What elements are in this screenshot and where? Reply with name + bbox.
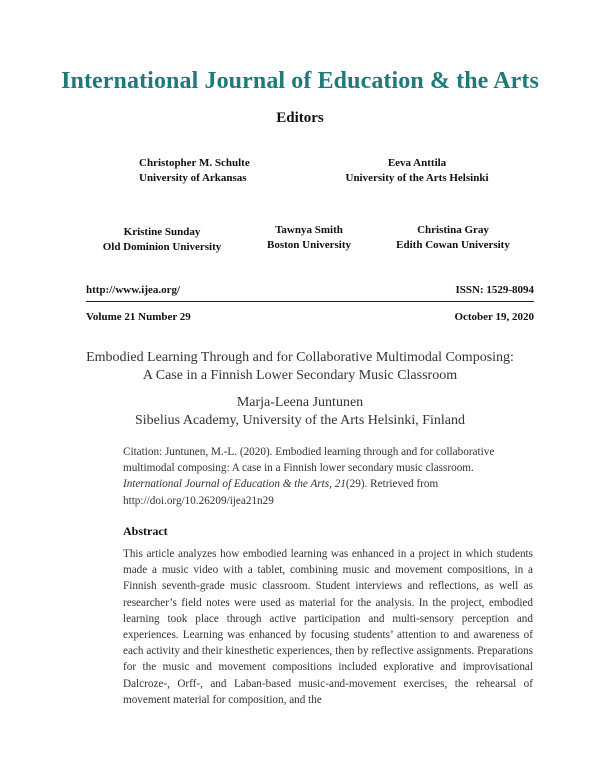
editor-affiliation: Edith Cowan University — [396, 239, 510, 251]
author-name: Marja-Leena Juntunen — [236, 395, 364, 410]
publication-date: October 19, 2020 — [454, 311, 534, 323]
author-affiliation: Sibelius Academy, University of the Arts Helsinki, Finland — [134, 413, 465, 428]
editor-name: Christopher M. Schulte — [139, 157, 250, 169]
editor-smith — [258, 223, 360, 253]
citation-issue: (29) — [345, 478, 365, 491]
divider — [86, 301, 534, 302]
article-title-line2: A Case in a Finnish Lower Secondary Music Classroom — [142, 368, 458, 383]
citation-journal: International Journal of Education & the Arts — [123, 478, 330, 491]
editor-affiliation: University of Arkansas — [139, 172, 247, 184]
editor-gray — [393, 223, 513, 253]
citation-separator: , — [329, 478, 335, 491]
editor-name: Eeva Anttila — [387, 157, 447, 169]
editors-heading: Editors — [276, 110, 324, 126]
journal-url[interactable]: http://www.ijea.org/ — [86, 284, 181, 296]
citation-volume: 21 — [334, 478, 346, 491]
article-title — [70, 349, 530, 385]
citation-retrieved[interactable]: . Retrieved from http://doi.org/10.26209/ijea21n29 — [123, 478, 439, 507]
citation-text: Citation: Juntunen, M.-L. (2020). Embodied learning through and for collaborative multimodal composing: A case in a Finnish lower secondary music classroom. — [123, 446, 495, 475]
citation — [123, 444, 523, 509]
editor-affiliation: University of the Arts Helsinki — [345, 172, 489, 184]
article-title-line1: Embodied Learning Through and for Collaborative Multimodal Composing: — [86, 350, 514, 365]
editor-affiliation: Boston University — [266, 239, 352, 251]
editor-name: Christina Gray — [417, 224, 489, 236]
editor-sunday — [97, 225, 227, 255]
editor-name: Tawnya Smith — [275, 224, 343, 236]
issn: ISSN: 1529-8094 — [455, 284, 534, 296]
editor-affiliation: Old Dominion University — [102, 241, 222, 253]
editor-anttila — [342, 156, 492, 186]
abstract-body: This article analyzes how embodied learning was enhanced in a project in which students made a music video with a tablet, combining music and movement compositions, in a Finnish seventh-grade music classroom. Student interviews and reflections, as well as researcher’s field notes were used as material for the analysis. In the project, embodied learning took place through active participation and multi-sensory perception and experiences. Learning was enhanced by focusing students’ attention to and awareness of each activity and their kinesthetic experiences, then by reflective assignments. Preparations for the music and movement compositions included explorative and improvisational Dalcroze-, Orff-, and Laban-based music-and-movement exercises, the rehearsal of movement material for composition, and the — [123, 548, 533, 706]
editor-schulte — [139, 156, 250, 186]
volume-number: Volume 21 Number 29 — [86, 311, 191, 323]
editor-name: Kristine Sunday — [123, 226, 201, 238]
abstract-heading: Abstract — [123, 524, 168, 538]
author-block — [0, 394, 600, 430]
journal-title: International Journal of Education & the Arts — [61, 68, 539, 94]
